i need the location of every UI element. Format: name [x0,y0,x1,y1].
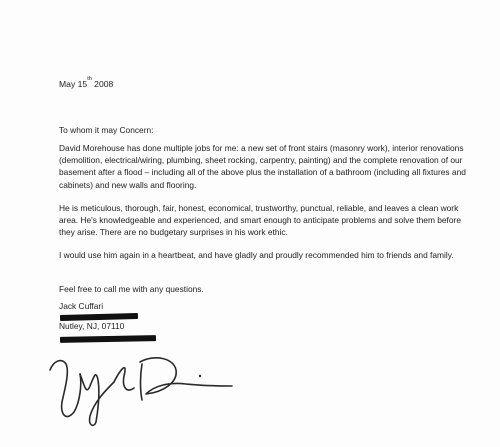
handwritten-signature [36,340,236,432]
salutation: To whom it may Concern: [59,125,154,135]
signer-city: Nutley, NJ, 07110 [59,321,125,331]
paragraph-closing: Feel free to call me with any questions. [59,284,204,294]
paragraph-work-description: David Morehouse has done multiple jobs for me: a new set of front stairs (masonry work), interior renovations (demolition, electrical/wiring, plumbing, sheet rocking, carpentry, painting) and the complete renovation of our basement after a flood – including all of the above plus the installation of a bathroom (including all fixtures and cabinets) and new walls and flooring. [59,143,466,190]
letter-date: May 15th 2008 [59,76,114,89]
paragraph-character: He is meticulous, thorough, fair, honest, economical, trustworthy, punctual, reliable, and leaves a clean work area. He's knowledgeable and experienced, and smart enough to anticipate problems and solve them before they arise. There are no budgetary surprises in his work ethic. [59,203,461,238]
signer-name: Jack Cuffari [59,301,104,311]
paragraph-recommendation: I would use him again in a heartbeat, and have gladly and proudly recommended him to friends and family. [59,250,454,260]
